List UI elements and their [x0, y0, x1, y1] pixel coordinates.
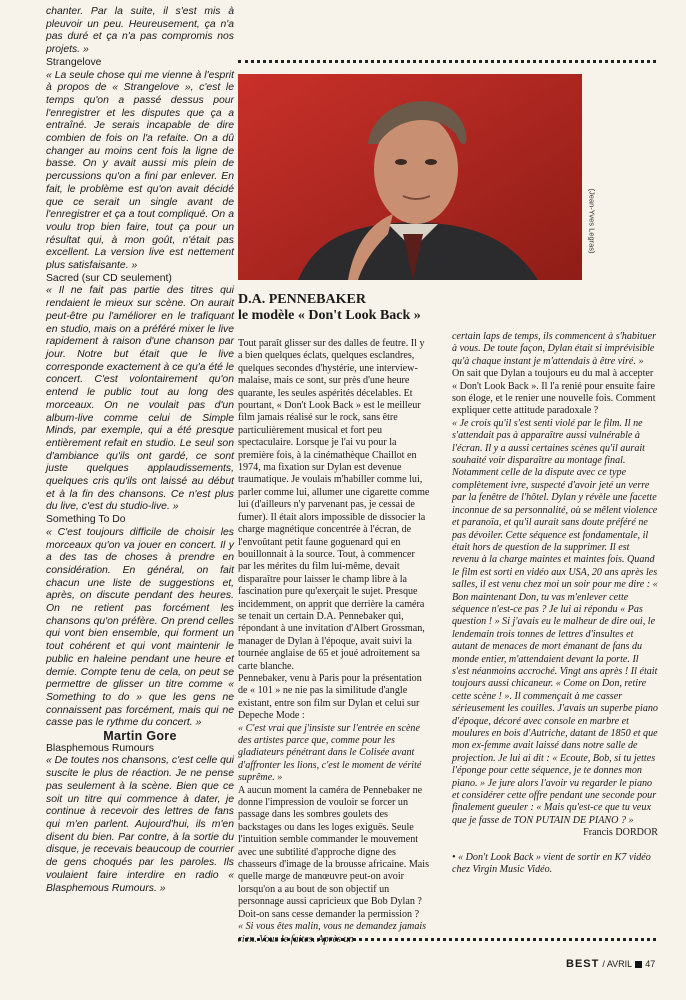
- magazine-brand: BEST: [566, 958, 600, 970]
- paragraph: A aucun moment la caméra de Pennebaker ne donne l'impression de vouloir se forcer un passage dans les sombres goulets des backstages ou dans les loges exiguës. Seule l'intuition semble commander le mouvement avec une subtilité d'approche digne des chasseurs d'image de la brousse africaine. Mais quelle marge de manœuvre peut-on avoir lorsqu'on a au bout de son objectif un personnage aussi capricieux que Bob Dylan ? Doit-on sans cesse demander la permission ?: [238, 784, 430, 920]
- photo-credit-text: (Jean-Yves Legras): [587, 188, 597, 254]
- section-heading: Martin Gore: [103, 729, 177, 744]
- page-number: 47: [645, 959, 656, 969]
- paragraph: « De toutes nos chansons, c'est celle qui suscite le plus de réaction. Je ne pense pas seulement à la scène. Bien que ce soit un titre qui commence à dater, je continue à recevoir des lettres de fans qui m'en parlent. Aujourd'hui, ils m'en disent du bien. Par contre, à la sortie du disque, je recevais beaucoup de courrier de gens choqués par les paroles. Ils voulaient faire interdire en radio « Blasphemous Rumours. »: [46, 755, 234, 894]
- author-signature: Francis DORDOR: [583, 827, 658, 839]
- song-heading: Sacred (sur CD seulement): [46, 272, 172, 284]
- footnote: • « Don't Look Back » vient de sortir en K7 vidéo chez Virgin Music Vidéo.: [452, 851, 651, 876]
- paragraph: chanter. Par la suite, il s'est mis à pleuvoir un peu. Heureusement, ça n'a pas duré et ça n'a pas compromis nos projets. »: [46, 6, 234, 56]
- paragraph: Pennebaker, venu à Paris pour la présentation de « 101 » ne nie pas la similitude d'angle existant, entre son film sur Dylan et celui sur Depeche Mode :: [238, 672, 422, 722]
- quote: « C'est vrai que j'insiste sur l'entrée en scène des artistes parce que, comme pour les gladiateurs pénétrant dans le Colisée avant d'affronter les lions, c'est le moment de vérité suprême. »: [238, 722, 422, 784]
- right-column: [452, 331, 658, 876]
- article-subtitle: le modèle « Don't Look Back »: [238, 308, 421, 323]
- song-heading: Strangelove: [46, 56, 102, 68]
- issue-month: / AVRIL: [602, 959, 633, 969]
- paragraph: « Il ne fait pas partie des titres qui rendaient le mieux sur scène. On aurait peut-être pu l'améliorer en le trafiquant en studio, mais on a préféré mixer le live rapidement à raison d'une chanson par jour. Notre but était que le live corresponde exactement à ce qu'a été le concert. C'est volontairement qu'on entend le public tout au long des morceaux. On ne voulait pas d'un album-live comme celui de Simple Minds, par exemple, qui a été presque entièrement refait en studio. Le seul son d'ambiance qu'ils ont gardé, ce sont juste quelques applaudissements, quelques cris qu'ils ont laissé au début et à la fin des chansons. Ce n'est plus du live, c'est du studio-live. »: [46, 285, 234, 513]
- quote: « Si vous êtes malin, vous ne demandez jamais rien. Vous le faites. Après un: [238, 921, 427, 945]
- paragraph: « La seule chose qui me vienne à l'esprit à propos de « Strangelove », c'est le temps qu'on a passé dessus pour l'enregistrer et les disputes que ça a entraîné. Je serais incapable de dire combien de fois on l'a refaite. On a dû changer au moins cent fois la ligne de basse. On y avait aussi mis plein de percussions qu'on a fini par enlever. En fait, le problème est qu'on avait décidé que ce serait un single avant de l'enregistrer et ça a tout compliqué. On a voulu trop bien faire, tout ça pour un résultat qui, à mon goût, n'était pas excellent. La version live est nettement plus satisfaisante. »: [46, 69, 234, 272]
- article-title-block: [238, 292, 421, 324]
- middle-column: [238, 338, 430, 946]
- paragraph: Tout paraît glisser sur des dalles de feutre. Il y a bien quelques éclats, quelques esclandres, quelques secondes d'hystérie, une interview-malaise, mais ce sont, sur près d'une heure quarante, les seules aspérités décelables. Et pourtant, « Don't Look Back » est le meilleur film jamais réalisé sur le rock, sans être particulièrement musical et fort peu spectaculaire. Lorsque je l'ai vu pour la première fois, à la cinémathèque Chaillot en 1974, ma fixation sur Dylan est devenue traumatique. Je voulais m'habiller comme lui, parler comme lui, allumer une cigarette comme lui (d'ailleurs n'y parvenant pas, je cessai de fumer). Il était alors impossible de dissocier la charge magnétique concentrée à l'écran, de l'envoûtant petit faune goguenard qui en bouillonnait à la source. Tout, à commencer par les mérites du film lui-même, devait disparaître pour laisser le champ libre à la fascination pure qu'exerçait le sujet. Presque incidemment, on apprit que derrière la caméra se tenait un certain D.A. Pennebaker qui, répondant à une invitation d'Albert Grossman, manager de Dylan à l'époque, avait suivi la tournée anglaise de 65 et joué adroitement sa carte blanche.: [238, 338, 430, 672]
- portrait-photo: [238, 74, 582, 280]
- square-icon: [635, 961, 642, 968]
- photo-credit: [586, 190, 598, 270]
- page-footer: [566, 958, 655, 970]
- quote: « Je crois qu'il s'est senti violé par le film. Il ne s'attendait pas à apparaître aussi vulnérable à l'écran. Il y a aussi certaines scènes qu'il aurait souhaité voir disparaître au montage final. Notamment celle de la dispute avec ce type complètement ivre, suspecté d'avoir jeté un verre par la fenêtre de l'hôtel. Dylan y révèle une facette inconnue de sa personnalité, où se mêlent violence et paranoïa, et qu'il aurait sans doute préféré ne pas dévoiler. Cette séquence est fondamentale, il était hors de question de la supprimer. Il est revenu à la charge maintes et maintes fois. Quand le film est sorti en vidéo aux USA, 20 ans après les salles, il est venu chez moi un soir pour me dire : « Bon maintenant Don, tu vas m'enlever cette séquence n'est-ce pas ? Je lui ai répondu « Pas question ! » Si j'avais eu le malheur de dire oui, le lendemain trois tonnes de lettres d'insultes et autant de menaces de mort émanant de fans du monde entier, m'attendaient devant la porte. Il s'est néanmoins accroché. Vingt ans après ! Il était toujours aussi chicaneur. « Come on Don, retire cette scène ! ». Il commençait à me casser sérieusement les couilles. J'avais un superbe piano d'époque, décoré avec console en marbre et moulures en bois d'Autriche, datant de 1850 et que mon ex-femme avait laissé dans notre salle de projection. Je lui ai dit : « Ecoute, Bob, si tu jettes l'éponge pour cette séquence, je te donnes mon piano. » Je jure alors l'avoir vu regarder le piano et considérer cette offre pendant une seconde pour finalement gueuler : « Mais qu'est-ce que tu veux que je fasse de TON PUTAIN DE PIANO ? »: [452, 417, 658, 826]
- quote: certain laps de temps, ils commencent à s'habituer à vous. De toute façon, Dylan était si imprévisible qu'à chaque instant je m'attendais à être viré. »: [452, 331, 656, 367]
- left-column: [46, 6, 234, 895]
- song-heading: Blasphemous Rumours: [46, 742, 154, 754]
- paragraph: « C'est toujours difficile de choisir les morceaux qu'on va jouer en concert. Il y a des tas de choses à prendre en considération. En général, on fait chacun une liste de suggestions et, après, on discute pendant des heures. On ne retient pas forcément les chansons qu'on préfère. On prend celles qui vont bien ensemble, qui forment un tout cohérent et qui vont maintenir le public en haleine pendant une heure et demie. Compte tenu de cela, on peut se permettre de glisser un titre comme « Something to do » que les gens ne connaissent pas forcément, mais qui ne casse pas le rythme du concert. »: [46, 526, 234, 729]
- song-heading: Something To Do: [46, 514, 126, 526]
- paragraph: On sait que Dylan a toujours eu du mal à accepter « Don't Look Back ». Il l'a renié pour ensuite faire son éloge, et le renier une nouvelle fois. Comment expliquer cette attitude paradoxale ?: [452, 368, 656, 417]
- article-title: D.A. PENNEBAKER: [238, 292, 366, 307]
- top-dotted-rule: [238, 60, 656, 63]
